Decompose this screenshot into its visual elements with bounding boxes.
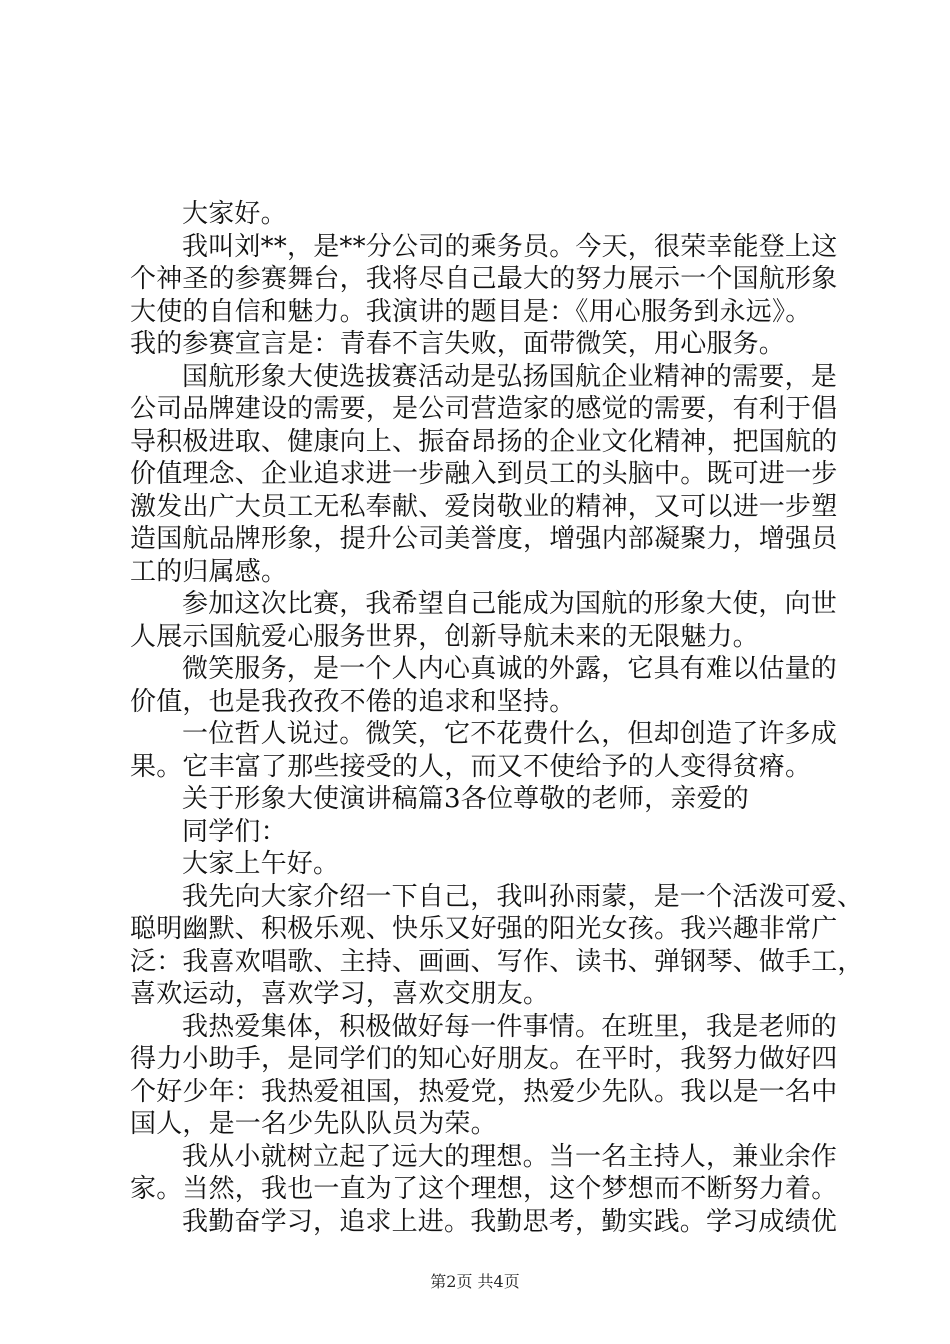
text-line: 喜欢运动，喜欢学习，喜欢交朋友。	[130, 979, 550, 1009]
text-line: 导积极进取、健康向上、振奋昂扬的企业文化精神，把国航的	[130, 426, 838, 457]
text-line: 个神圣的参赛舞台，我将尽自己最大的努力展示一个国航形象	[130, 264, 838, 294]
text-line: 大家好。	[182, 199, 287, 229]
text-line: 聪明幽默、积极乐观、快乐又好强的阳光女孩。我兴趣非常广	[130, 914, 838, 944]
text-line: 我的参赛宣言是：青春不言失败，面带微笑，用心服务。	[130, 329, 786, 359]
text-line: 我热爱集体，积极做好每一件事情。在班里，我是老师的	[182, 1011, 838, 1042]
text-line: 同学们：	[182, 816, 287, 847]
text-line: 人展示国航爱心服务世界，创新导航未来的无限魅力。	[130, 621, 759, 652]
text-line: 家。当然，我也一直为了这个理想，这个梦想而不断努力着。	[130, 1174, 838, 1204]
text-line: 微笑服务，是一个人内心真诚的外露，它具有难以估量的	[182, 654, 838, 684]
text-line: 激发出广大员工无私奉献、爱岗敬业的精神，又可以进一步塑	[130, 491, 838, 522]
document-body	[130, 198, 864, 1238]
text-line: 我勤奋学习，追求上进。我勤思考，勤实践。学习成绩优	[182, 1206, 838, 1237]
text-line: 国航形象大使选拔赛活动是弘扬国航企业精神的需要，是	[182, 361, 838, 392]
text-line: 大使的自信和魅力。我演讲的题目是：《用心服务到永远》。	[130, 296, 812, 327]
text-line: 一位哲人说过。微笑，它不花费什么，但却创造了许多成	[182, 719, 838, 749]
text-line: 公司品牌建设的需要，是公司营造家的感觉的需要，有利于倡	[130, 394, 838, 424]
text-line: 泛：我喜欢唱歌、主持、画画、写作、读书、弹钢琴、做手工，	[130, 946, 864, 977]
text-line: 价值理念、企业追求进一步融入到员工的头脑中。既可进一步	[130, 459, 838, 489]
page-footer: 第2页 共4页	[430, 1272, 520, 1291]
text-line: 工的归属感。	[130, 556, 288, 587]
text-line: 参加这次比赛，我希望自己能成为国航的形象大使，向世	[182, 589, 838, 619]
text-line: 大家上午好。	[182, 849, 340, 879]
text-line: 果。它丰富了那些接受的人，而又不使给予的人变得贫瘠。	[130, 751, 812, 782]
text-line: 我从小就树立起了远大的理想。当一名主持人，兼业余作	[182, 1141, 838, 1172]
text-line: 国人，是一名少先队队员为荣。	[130, 1109, 497, 1139]
text-line: 价值，也是我孜孜不倦的追求和坚持。	[130, 686, 576, 717]
text-line: 关于形象大使演讲稿篇3各位尊敬的老师，亲爱的	[182, 784, 749, 814]
text-line: 我叫刘**，是**分公司的乘务员。今天，很荣幸能登上这	[182, 231, 838, 262]
text-line: 我先向大家介绍一下自己，我叫孙雨蒙，是一个活泼可爱、	[182, 881, 864, 912]
text-line: 得力小助手，是同学们的知心好朋友。在平时，我努力做好四	[130, 1044, 838, 1074]
text-line: 个好少年：我热爱祖国，热爱党，热爱少先队。我以是一名中	[130, 1076, 838, 1107]
text-line: 造国航品牌形象，提升公司美誉度，增强内部凝聚力，增强员	[130, 524, 838, 554]
